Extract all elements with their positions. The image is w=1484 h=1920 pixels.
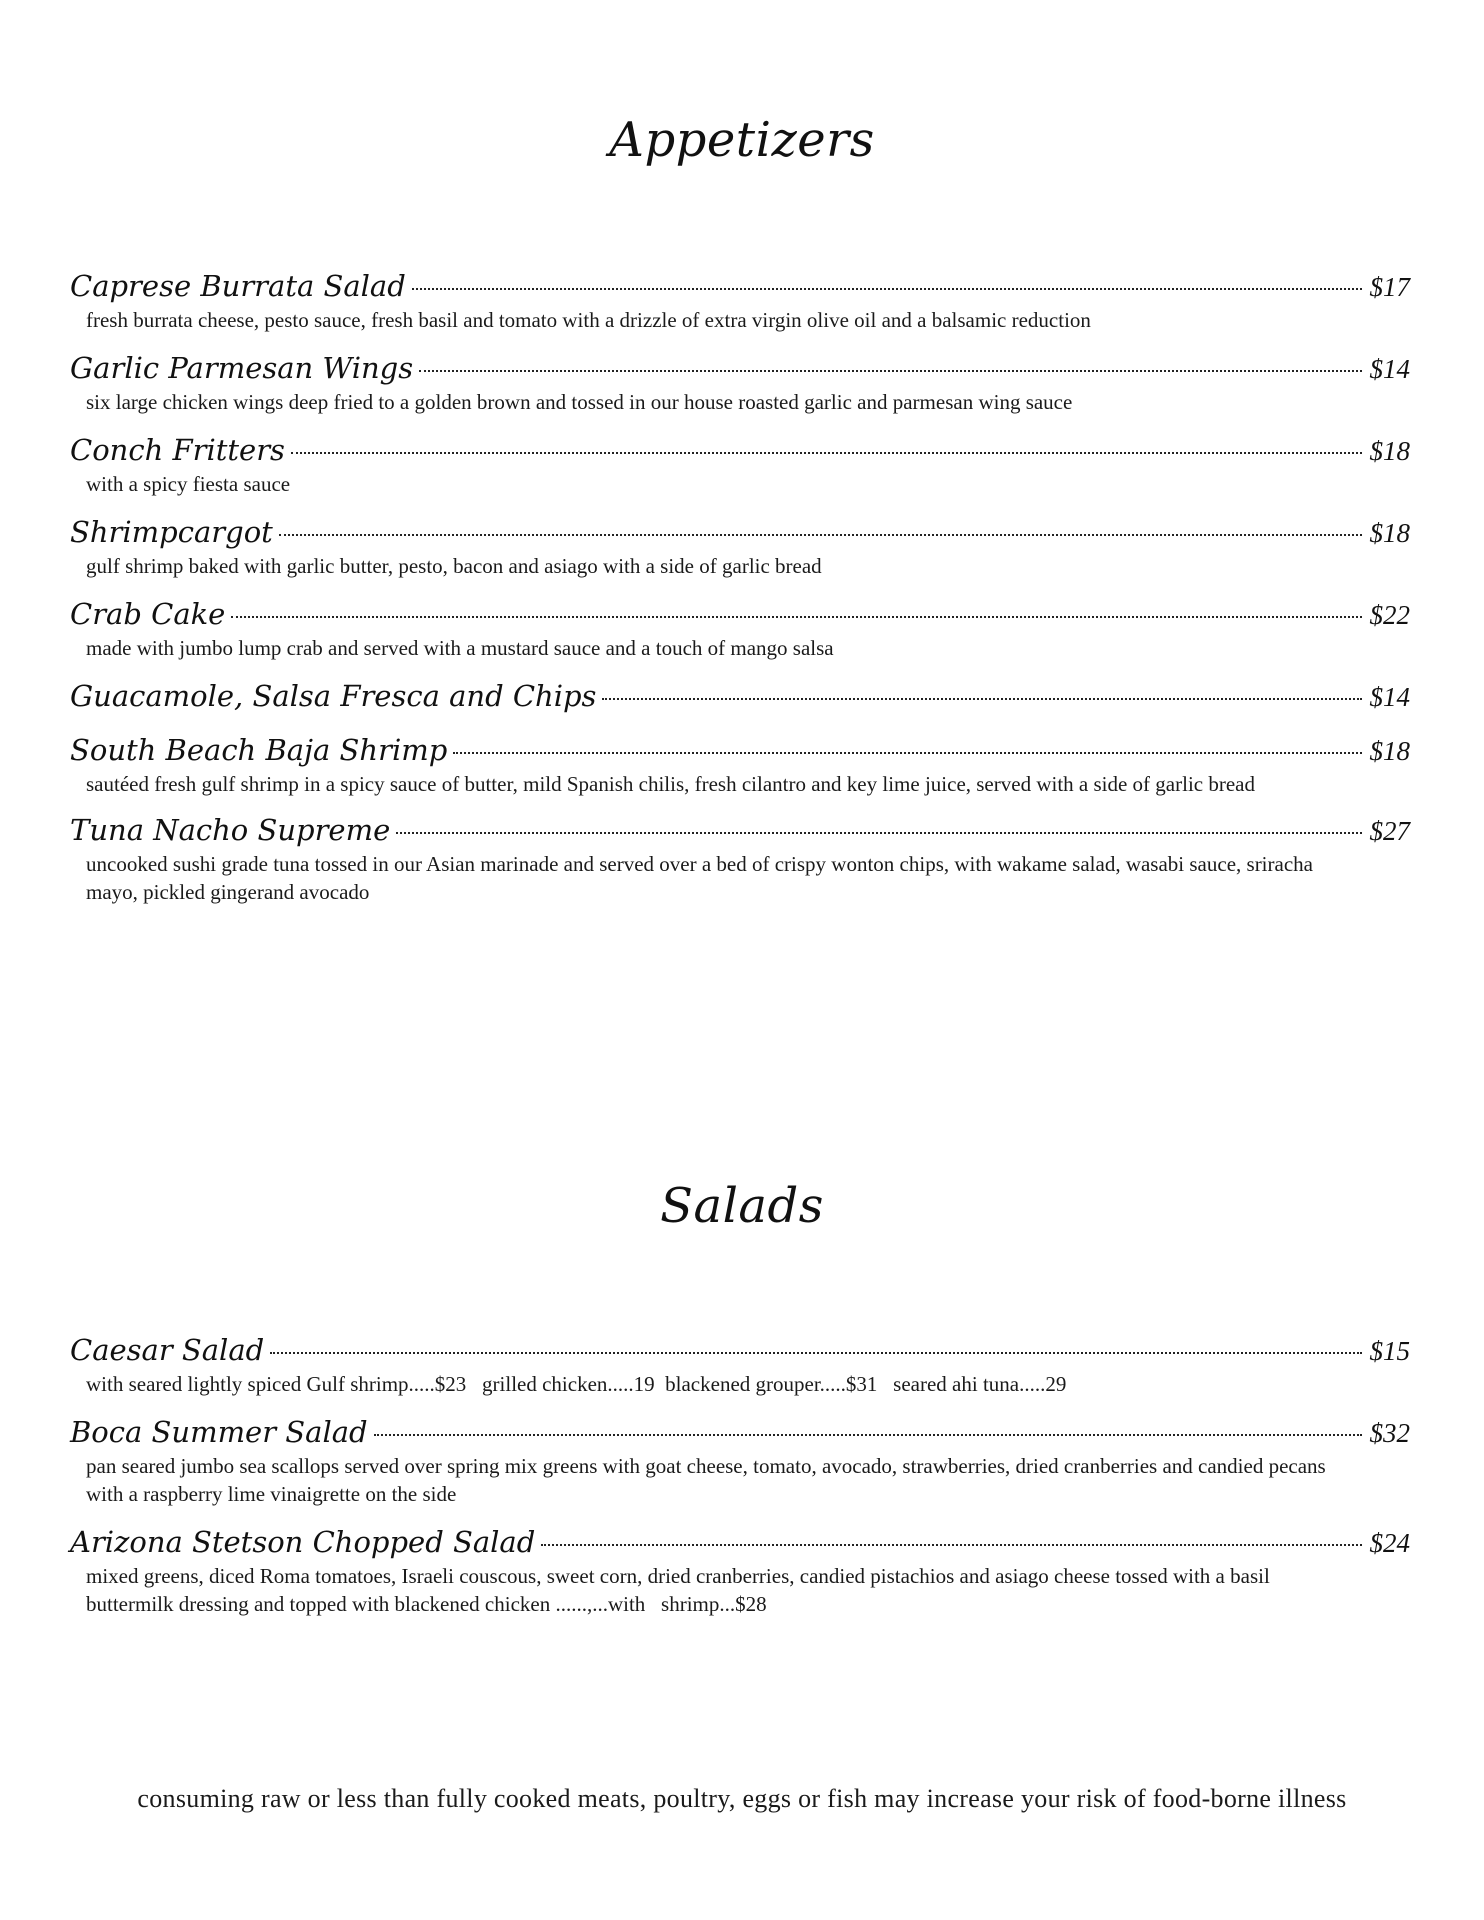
- item-price: $14: [1369, 354, 1410, 384]
- item-price: $22: [1369, 600, 1410, 630]
- dot-leader: [412, 288, 1362, 290]
- item-price: $18: [1369, 518, 1410, 548]
- item-name: Caprese Burrata Salad: [70, 269, 406, 303]
- item-price: $14: [1369, 682, 1410, 712]
- dot-leader: [270, 1352, 1361, 1354]
- item-description: with a spicy fiesta sauce: [86, 472, 291, 496]
- menu-item-caesar-salad: [70, 1330, 1410, 1398]
- menu-item-caprese-burrata-salad: [70, 266, 1410, 334]
- item-description: fresh burrata cheese, pesto sauce, fresh basil and tomato with a drizzle of extra virgin olive oil and a balsamic reduction: [86, 308, 1091, 332]
- item-description: made with jumbo lump crab and served with a mustard sauce and a touch of mango salsa: [86, 636, 834, 660]
- menu-item-crab-cake: [70, 594, 1410, 662]
- menu-item-shrimpcargot: [70, 512, 1410, 580]
- item-price: $18: [1369, 736, 1410, 766]
- menu-item-boca-summer-salad: [70, 1412, 1410, 1508]
- dot-leader: [279, 534, 1362, 536]
- item-name: Shrimpcargot: [70, 515, 273, 549]
- item-price: $32: [1369, 1418, 1410, 1448]
- appetizers-list: [70, 266, 1410, 906]
- item-description: sautéed fresh gulf shrimp in a spicy sauce of butter, mild Spanish chilis, fresh cilantro and key lime juice, served with a side of garlic bread: [86, 772, 1255, 796]
- menu-item-conch-fritters: [70, 430, 1410, 498]
- dot-leader: [453, 752, 1361, 754]
- salads-heading: Salads: [660, 1178, 824, 1234]
- dot-leader: [231, 616, 1361, 618]
- salads-list: [70, 1330, 1410, 1618]
- dot-leader: [541, 1544, 1361, 1546]
- item-name: Tuna Nacho Supreme: [70, 813, 391, 847]
- item-name: Boca Summer Salad: [70, 1415, 368, 1449]
- item-name: Arizona Stetson Chopped Salad: [70, 1525, 536, 1559]
- item-description: with seared lightly spiced Gulf shrimp.....$23 grilled chicken.....19 blackened grouper.....$31 seared ahi tuna.....29: [86, 1372, 1067, 1396]
- dot-leader: [602, 698, 1361, 700]
- appetizers-heading: Appetizers: [609, 112, 875, 168]
- item-description: gulf shrimp baked with garlic butter, pesto, bacon and asiago with a side of garlic bread: [86, 554, 822, 578]
- dot-leader: [419, 370, 1361, 372]
- item-description: uncooked sushi grade tuna tossed in our Asian marinade and served over a bed of crispy wonton chips, with wakame salad, wasabi sauce, sriracha mayo, pickled gingerand avocado: [86, 852, 1313, 904]
- item-name: Guacamole, Salsa Fresca and Chips: [70, 679, 597, 713]
- item-description: six large chicken wings deep fried to a golden brown and tossed in our house roasted garlic and parmesan wing sauce: [86, 390, 1073, 414]
- menu-item-tuna-nacho-supreme: [70, 810, 1410, 906]
- item-name: Conch Fritters: [70, 433, 285, 467]
- item-name: South Beach Baja Shrimp: [70, 733, 448, 767]
- item-name: Crab Cake: [70, 597, 226, 631]
- menu-item-guacamole-salsa-fresca-chips: [70, 676, 1410, 716]
- item-price: $18: [1369, 436, 1410, 466]
- dot-leader: [291, 452, 1362, 454]
- dot-leader: [374, 1434, 1362, 1436]
- item-price: $15: [1369, 1336, 1410, 1366]
- item-description: mixed greens, diced Roma tomatoes, Israeli couscous, sweet corn, dried cranberries, candied pistachios and asiago cheese tossed with a basil buttermilk dressing and topped with blackened chicken ......,...with shrimp...$28: [86, 1564, 1281, 1616]
- item-price: $17: [1369, 272, 1410, 302]
- item-description: pan seared jumbo sea scallops served over spring mix greens with goat cheese, tomato, avocado, strawberries, dried cranberries and candied pecans with a raspberry lime vinaigrette on the side: [86, 1454, 1326, 1506]
- item-price: $27: [1369, 816, 1410, 846]
- dot-leader: [396, 832, 1361, 834]
- menu-item-south-beach-baja-shrimp: [70, 730, 1410, 798]
- item-name: Caesar Salad: [70, 1333, 265, 1367]
- item-name: Garlic Parmesan Wings: [70, 351, 414, 385]
- menu-item-garlic-parmesan-wings: [70, 348, 1410, 416]
- food-safety-disclaimer: consuming raw or less than fully cooked meats, poultry, eggs or fish may increase your risk of food-borne illness: [137, 1784, 1347, 1813]
- menu-item-arizona-stetson-chopped-salad: [70, 1522, 1410, 1618]
- item-price: $24: [1369, 1528, 1410, 1558]
